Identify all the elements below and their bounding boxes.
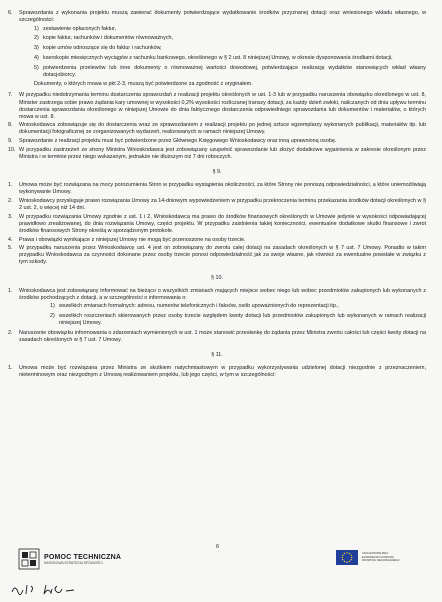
logo-subtitle: NARODOWA STRATEGIA SPÓJNOŚCI [44,560,103,565]
paragraph-6 [8,10,426,24]
paragraph-7: 7. W przypadku niedotrzymania terminu dostarczenia sprawozdań z realizacji projektu określonych w ust. 1-3 lub w przypadku naruszenia obowiązku określonego w ust. 8, Minister zastrzega sobie prawo żądania kary umownej w wysokości 0,2% wysokości rozliczanej transzy dotacji, za każdy dzień zwłoki, naliczanych od dnia upływu terminu dostarczenia sprawozdania określonego w niniejszej Umowie do dnia faktycznego dostarczenia odpowiedniego sprawozdania lub dokumentów i materiałów, o których mowa w ust. 8. [8,92,426,120]
section-10-item: 2. Naruszenie obowiązku informowania o zdarzeniach wymienionych w ust. 1 może stanowić przesłankę do żądania przez Ministra zwrotu całości lub części kwoty dotacji na zasadach określonych w § 7 ust. 7 Umowy. [8,329,426,343]
section-9-item: 4. Prawa i obowiązki wynikające z niniejszej Umowy nie mogą być przenoszone na osoby trzecie. [8,236,246,243]
paragraph-text: Sprawozdania z wykonania projektu muszą zawierać dokumenty potwierdzające wydatkowanie środków przyznanej dotacji oraz wniesionego wkładu własnego, w szczególności: [19,10,426,24]
eu-flag-icon [336,550,358,565]
paragraph-8: 8. Wnioskodawca zobowiązuje się do dostarczenia wraz ze sprawozdaniem z realizacji projektu po jednej sztuce egzemplarzy wykonanych publikacji, materiałów itp. lub dokumentacji fotograficznej ze zorganizowanych wydarzeń, realizowanych w ramach niniejszej Umowy. [8,122,426,136]
list-item: 2) wszelkich roszczeniach skierowanych przez osoby trzecie względem kwoty dotacji lub przedmiotów zakupionych lub wykonanych w ramach realizacji niniejszej Umowy. [50,313,426,327]
section-9-item: 2. Wnioskodawcy przysługuje prawo rozwiązania Umowy za 14-dniowym wypowiedzeniem w przypadku przekroczenia terminu przekazania środków dotacji określonych w § 2 ust. 2, o więcej niż 14 dni. [8,197,426,211]
eu-erdf-logo [336,550,400,565]
section-10-item: 1. Wnioskodawca jest zobowiązany informować na bieżąco o wszystkich zmianach mających miejsce wobec niego lub wobec przedmiotów zakupionych lub wykonanych z środków pochodzących z dotacji, a w szczególności o informowania o: [8,287,426,301]
list-item: 1) zestawienie opłaconych faktur, [34,25,117,32]
report-documents-list [34,26,426,79]
logo-title: POMOC TECHNICZNA [44,553,122,561]
page-footer [0,542,442,602]
document-body [8,10,426,381]
eu-label-line: EUROPEJSKI FUNDUSZ [362,554,394,559]
pomoc-techniczna-emblem-icon [18,548,40,570]
section-heading-9: § 9. [212,169,222,176]
list-item: 3) kopie umów odnoszące się do faktur i rachunków, [34,45,162,52]
pomoc-techniczna-logo [18,548,121,570]
section-heading-10: § 10. [211,274,223,281]
handwritten-initials [8,579,128,599]
section-9-item: 1. Umowa może być rozwiązana na mocy porozumienia Stron w przypadku wystąpienia okoliczności, za które Strony nie ponoszą odpowiedzialności, a które uniemożliwiają wykonywanie Umowy. [8,182,426,196]
list-item: 5) potwierdzenia przelewów lub inne dokumenty o równoważnej wartości dowodowej, potwierdzające realizację wydatków stanowiących wkład własny dotacjobiorcy. [34,64,426,78]
section-heading-11: § 11. [211,352,223,359]
eu-label-line: ROZWOJU REGIONALNEGO [362,558,400,563]
changes-list [50,303,426,327]
paragraph-number: 6. [8,10,13,16]
section-9-item: 3. W przypadku rozwiązania Umowy zgodnie z ust. 1 i 2, Wnioskodawca ma prawo do środków finansowych określonych w Umowie jedynie w wysokości odpowiadającej prawidłowo zrealizowanej, do dnia rozwiązania Umowy, części projektu. W przypadku zaistnienia takiej konieczności, ewentualne dodatkowe skutki finansowe i zwrot środków finansowych Strony określą w sporządzonym protokole. [8,213,426,234]
list-item: 4) kserokopie miesięcznych wyciągów z rachunku bankowego, określonego w § 2 ust. 8 niniejszej Umowy, w okresie dysponowania środkami dotacji, [34,54,393,61]
list-item: 1) wszelkich zmianach formalnych: adresu, numerów telefonicznych i faksów, osób upoważnionych do reprezentacji itp., [50,303,339,310]
list-item: 2) kopie faktur, rachunków i dokumentów równoważnych, [34,35,174,42]
paragraph-9: 9. Sprawozdanie z realizacji projektu musi być potwierdzone przez Głównego Księgowego Wnioskodawcy oraz inną uprawnioną osobę. [8,138,337,145]
eu-label-line: UNIA EUROPEJSKA [362,551,389,556]
certification-note: Dokumenty, o których mowa w pkt 2-3, muszą być potwierdzone za zgodność z oryginałem. [34,81,253,88]
section-11-item: 1. Umowa może być rozwiązana przez Ministra ze skutkiem natychmiastowym w przypadku wykorzystywania udzielonej dotacji niezgodnie z przeznaczeniem, nieterminowym oraz niezgodnym z Umową realizowaniem projektu, lub jego części, w tym w szczególności: [8,365,426,379]
paragraph-10: 10. W przypadku zastrzeżeń ze strony Ministra Wnioskodawca jest zobowiązany uzupełnić sprawozdanie lub złożyć dodatkowe wyjaśnienia w zakresie określonym przez Ministra i w terminie przez niego wskazanym, jednakże nie dłuższym niż 7 dni roboczych. [8,146,426,160]
section-9-item: 5. W przypadku naruszenia przez Wnioskodawcę ust. 4 jest on zobowiązany do zwrotu całej dotacji na zasadach określonych w § 7 ust. 7 Umowy. Ponadto w takim przypadku Wnioskodawca za czynności dokonane przez osoby trzecie ponosi odpowiedzialność jak za swoje własne, jak również za ewentualne powstałe w związku z tym szkody. [8,245,426,266]
page-number: 6 [216,544,220,550]
